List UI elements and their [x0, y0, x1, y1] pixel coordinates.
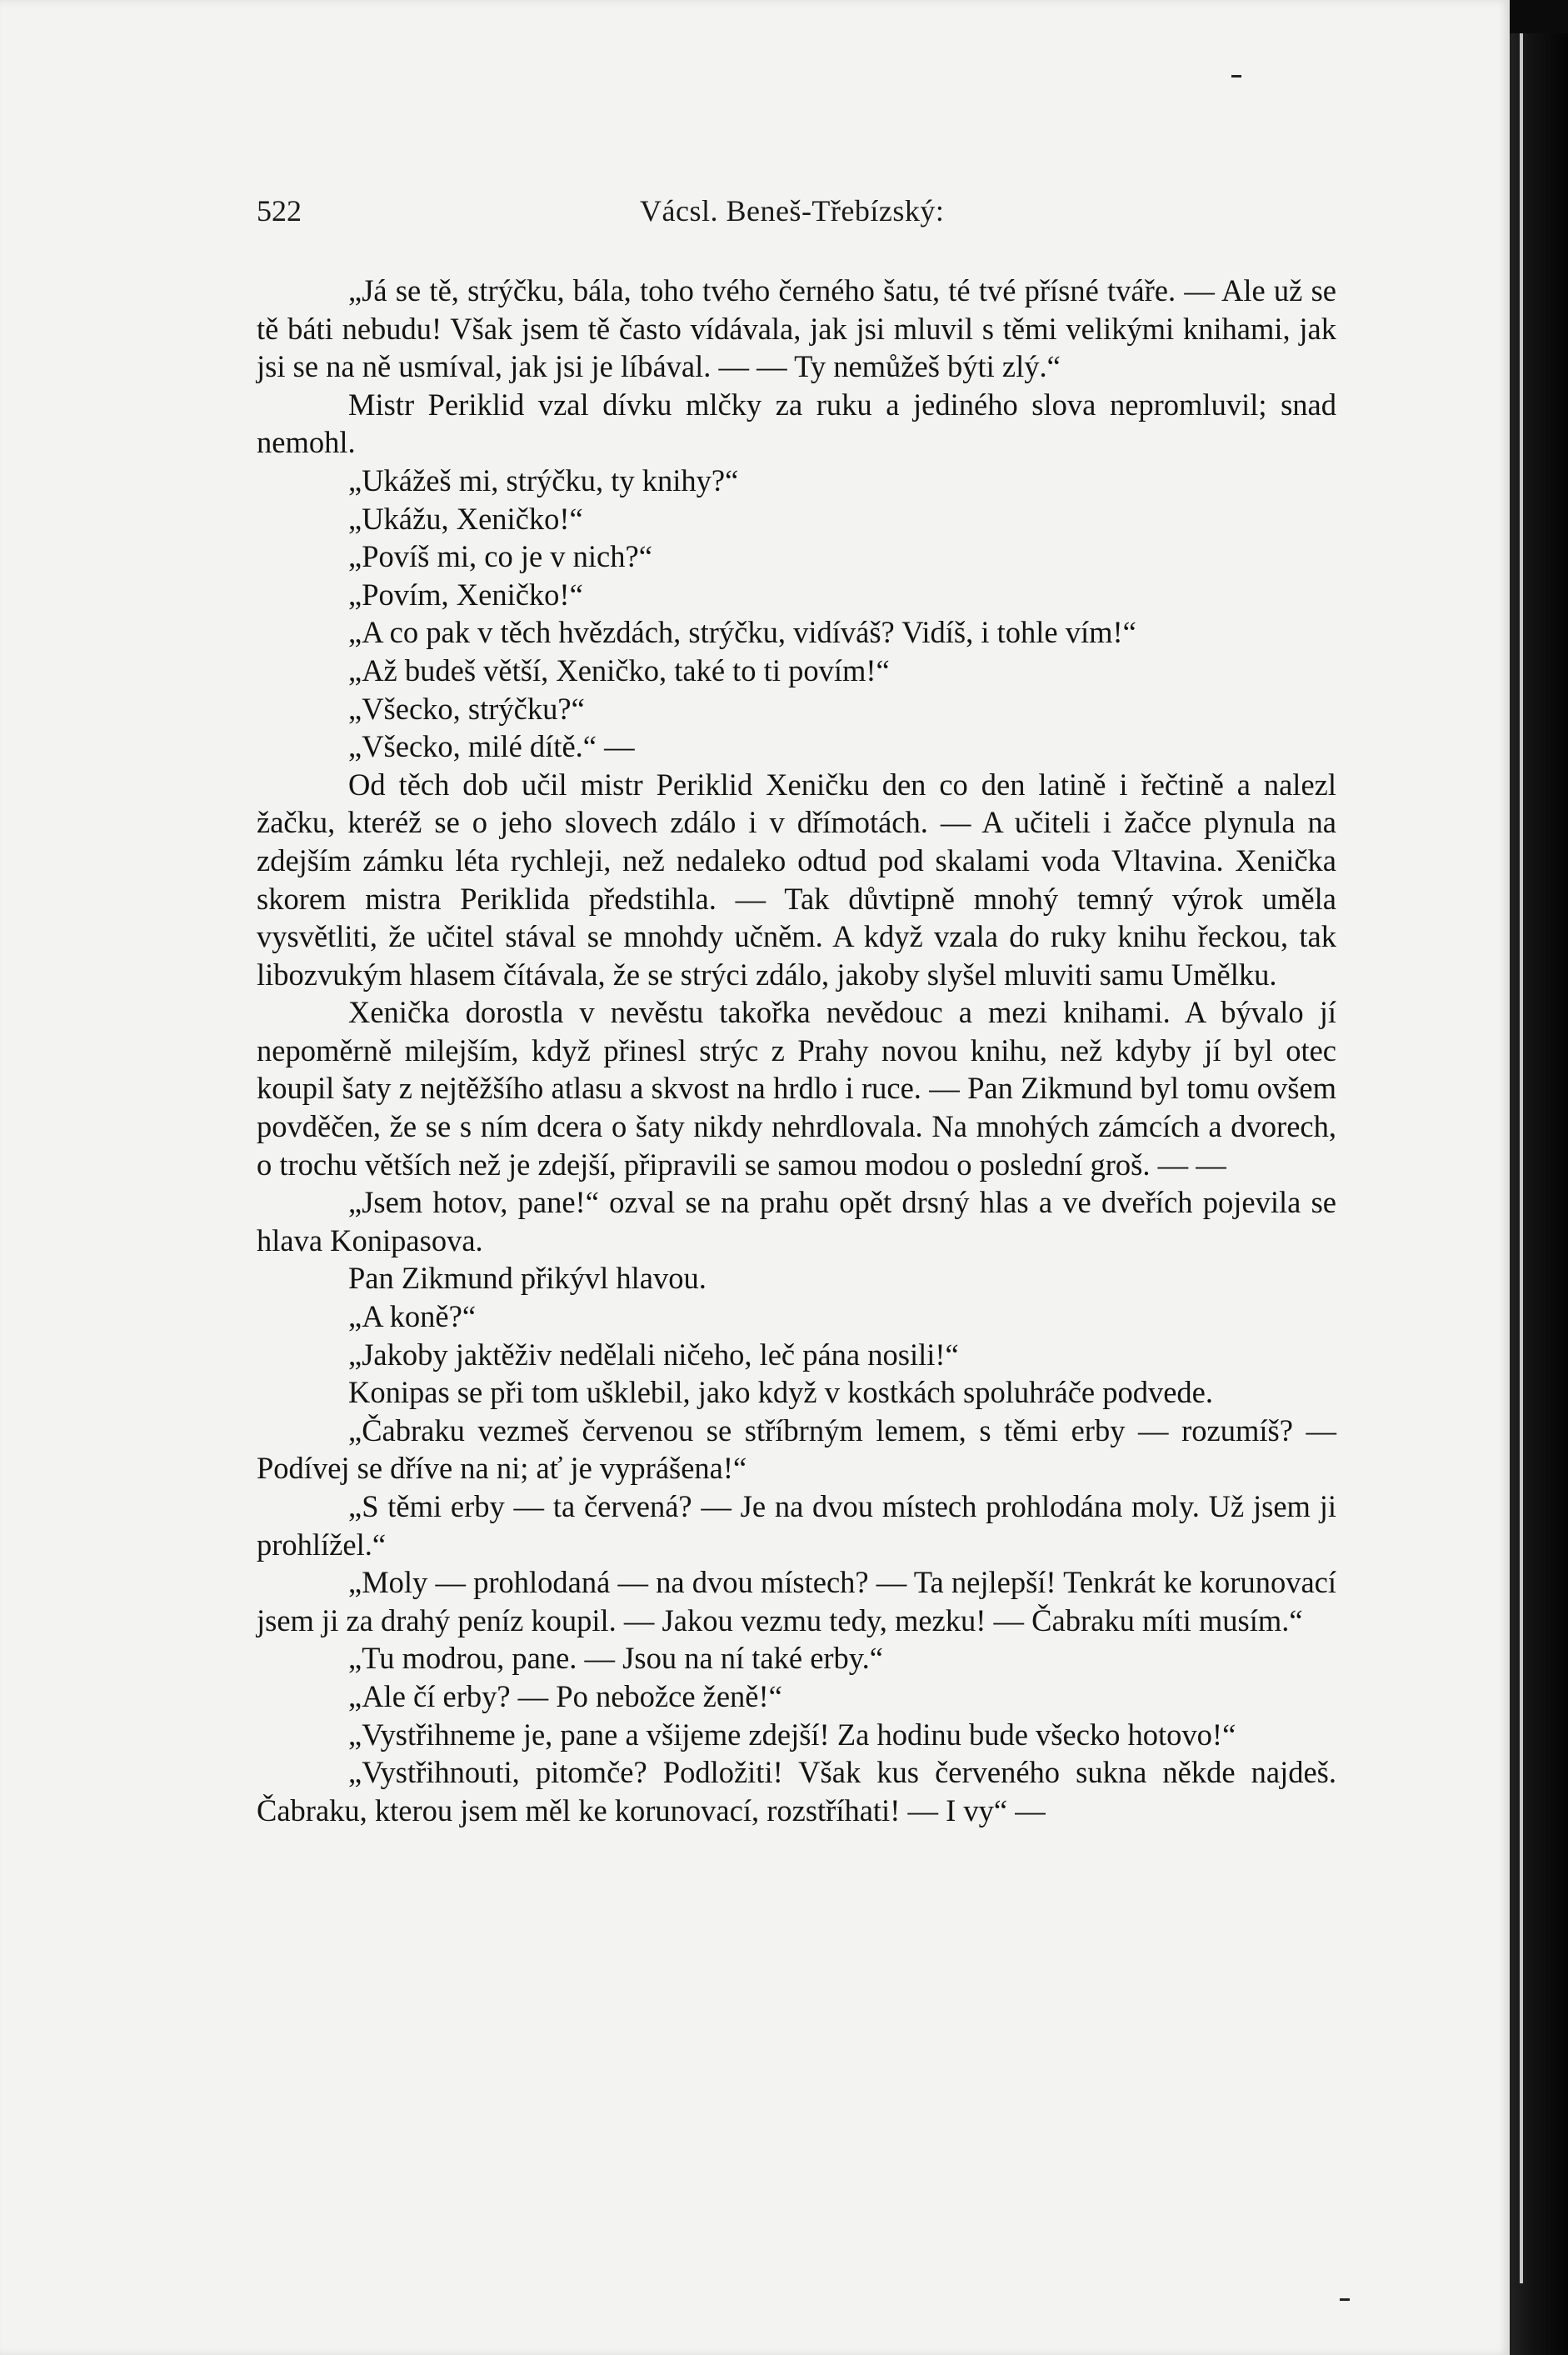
paragraph: „Já se tě, strýčku, bála, toho tvého černého šatu, té tvé přísné tváře. — Ale už se tě báti nebudu! Však jsem tě často vídávala, jak jsi mluvil s těmi velikými knihami, jak jsi se na ně usmíval, jak jsi je líbával. — — Ty nemůžeš býti zlý.“ — [257, 273, 1336, 384]
paragraph: „Vystřihnouti, pitomče? Podložiti! Však kus červeného sukna někde najdeš. Čabraku, kterou jsem měl ke korunovací, rozstříhati! — I vy“ — — [257, 1755, 1336, 1828]
paragraph: „Všecko, strýčku?“ — [348, 691, 585, 726]
paragraph: „Čabraku vezmeš červenou se stříbrným lemem, s těmi erby — rozumíš? — Podívej se dříve na ni; ať je vyprášena!“ — [257, 1412, 1336, 1486]
paragraph: Od těch dob učil mistr Periklid Xeničku den co den latině i řečtině a nalezl žačku, kteréž se o jeho slovech zdálo i v dřímotách. — A učiteli i žačce plynula na zdejším zámku léta rychleji, než nedaleko odtud pod skalami voda Vltavina. Xenička skorem mistra Periklida předstihla. — Tak důvtipně mnohý temný výrok uměla vysvětliti, že učitel stával se mnohdy učněm. A když vzala do ruky knihu řeckou, tak libozvukým hlasem čítávala, že se strýci zdálo, jakoby slyšel mluviti samu Umělku. — [257, 767, 1336, 992]
paragraph: „Moly — prohlodaná — na dvou místech? — Ta nejlepší! Tenkrát ke korunovací jsem ji za drahý peníz koupil. — Jakou vezmu tedy, mezku! — Čabraku míti musím.“ — [257, 1565, 1336, 1638]
page-number: 522 — [257, 194, 302, 228]
paragraph: „Až budeš větší, Xeničko, také to ti povím!“ — [348, 652, 890, 688]
page-header — [257, 193, 1340, 235]
paragraph: „Ale čí erby? — Po nebožce ženě!“ — [348, 1678, 782, 1713]
paragraph: „Jakoby jaktěživ nedělali ničeho, leč pána nosili!“ — [348, 1337, 959, 1372]
paragraph: „Povím, Xeničko!“ — [348, 577, 583, 612]
paragraph: „Ukážu, Xeničko!“ — [348, 501, 583, 536]
paragraph: „S těmi erby — ta červená? — Je na dvou místech prohlodána moly. Už jsem ji prohlížel.“ — [257, 1489, 1336, 1562]
paragraph: „Ukážeš mi, strýčku, ty knihy?“ — [348, 462, 739, 498]
body-text — [257, 272, 1336, 1829]
paragraph: „Jsem hotov, pane!“ ozval se na prahu opět drsný hlas a ve dveřích pojevila se hlava Konipasova. — [257, 1185, 1336, 1258]
paragraph: „A co pak v těch hvězdách, strýčku, vidíváš? Vidíš, i tohle vím!“ — [348, 615, 1136, 650]
paragraph: Xenička dorostla v nevěstu takořka nevědouc a mezi knihami. A bývalo jí nepoměrně milejším, když přinesl strýc z Prahy novou knihu, než kdyby jí byl otec koupil šaty z nejtěžšího atlasu a skvost na hrdlo i ruce. — Pan Zikmund byl tomu ovšem povděčen, že se s ním dcera o šaty nikdy nehrdlovala. Na mnohých zámcích a dvorech, o trochu větších než je zdejší, připravili se samou modou o poslední groš. — — — [257, 995, 1336, 1182]
paragraph: „Vystřihneme je, pane a všijeme zdejší! Za hodinu bude všecko hotovo!“ — [348, 1717, 1236, 1752]
paragraph: Konipas se při tom ušklebil, jako když v kostkách spoluhráče podvede. — [348, 1375, 1214, 1410]
book-spine-shadow — [1510, 33, 1568, 2355]
paragraph: Pan Zikmund přikývl hlavou. — [348, 1261, 707, 1296]
paragraph: Mistr Periklid vzal dívku mlčky za ruku a jediného slova nepromluvil; snad nemohl. — [257, 387, 1336, 460]
scan-speck — [1231, 75, 1241, 78]
paragraph: „Povíš mi, co je v nich?“ — [348, 539, 652, 574]
next-page-edge — [1520, 33, 1523, 2283]
paragraph: „A koně?“ — [348, 1299, 477, 1334]
paragraph: „Tu modrou, pane. — Jsou na ní také erby.“ — [348, 1641, 884, 1676]
paragraph: „Všecko, milé dítě.“ — — [348, 729, 635, 764]
running-head: Vácsl. Beneš-Třebízský: — [640, 194, 945, 228]
scan-speck — [1340, 2298, 1350, 2301]
